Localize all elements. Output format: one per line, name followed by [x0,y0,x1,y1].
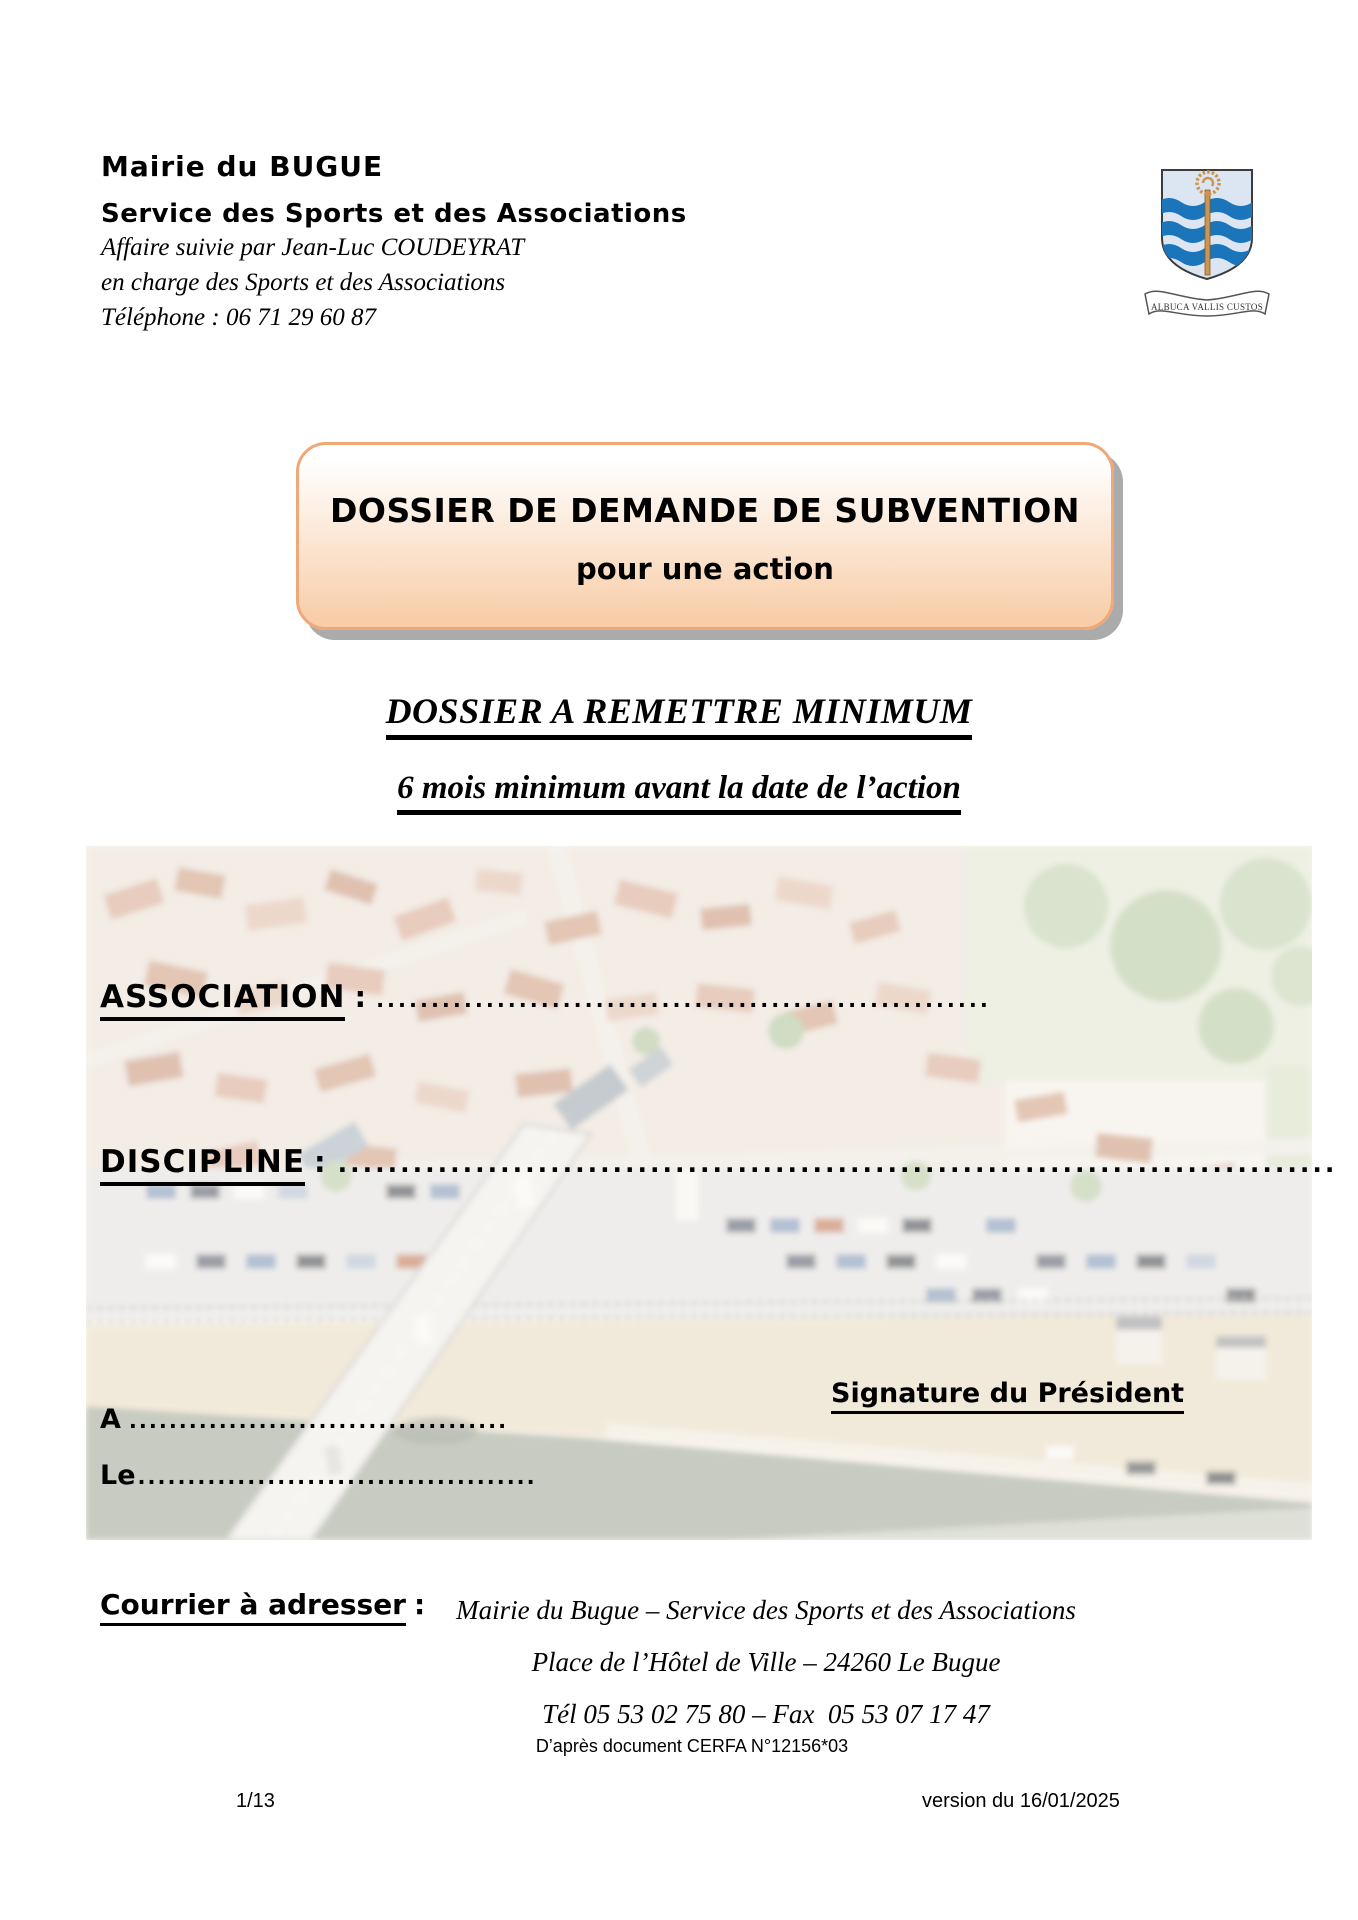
discipline-blank-line: ................................................................................ [337,1149,1338,1178]
aerial-photo-section [86,846,1338,1540]
association-blank-line: ........................................................ [376,988,991,1012]
deadline-subheading [0,770,1358,815]
place-blank-line: ...................................... [128,1409,509,1433]
place-row [100,1404,508,1435]
association-colon: : [354,980,367,1014]
discipline-label: DISCIPLINE [100,1144,305,1186]
phone-line: Téléphone : 06 71 29 60 87 [101,304,376,331]
discipline-colon: : [314,1145,326,1179]
photo-painting [86,846,1312,1540]
town-aerial-photo [86,846,1312,1540]
org-name: Mairie du BUGUE [101,150,384,183]
date-blank-line: ........................................ [137,1465,537,1489]
title-line-1: DOSSIER DE DEMANDE DE SUBVENTION [330,491,1080,530]
deadline-line-1: DOSSIER A REMETTRE MINIMUM [386,690,973,740]
case-officer-line: Affaire suivie par Jean-Luc COUDEYRAT [101,234,525,261]
deadline-line-2: 6 mois minimum avant la date de l’action [397,770,961,815]
mailing-label-row [100,1588,425,1621]
page-number: 1/13 [236,1790,275,1812]
signature-label: Signature du Président [831,1378,1184,1414]
address-line-1: Mairie du Bugue – Service des Sports et des Associations [456,1595,1076,1625]
address-line-3: Tél 05 53 02 75 80 – Fax 05 53 07 17 47 [542,1699,990,1729]
mailing-address [430,1584,1102,1740]
deadline-heading [0,690,1358,740]
org-service: Service des Sports et des Associations [101,199,687,229]
title-line-2: pour une action [576,552,834,586]
title-banner [296,442,1114,630]
crozier-staff [1205,190,1210,275]
signature-row [831,1378,1184,1409]
mailing-colon: : [414,1588,426,1621]
case-officer-role: en charge des Sports et des Associations [101,269,506,296]
place-label: A [100,1404,121,1435]
crest-motto: ALBUCA VALLIS CUSTOS [1150,302,1264,312]
discipline-row [100,1144,1337,1180]
cerfa-note: D’après document CERFA N°12156*03 [535,1736,849,1756]
association-label: ASSOCIATION [100,979,345,1021]
header-block [101,150,687,334]
date-row [100,1460,537,1491]
town-crest [1137,160,1277,338]
mailing-label: Courrier à adresser [100,1588,406,1626]
date-label: Le [100,1460,136,1491]
version-label: version du 16/01/2025 [922,1790,1120,1812]
address-line-2: Place de l’Hôtel de Ville – 24260 Le Bugue [531,1647,1001,1677]
association-row [100,979,991,1015]
